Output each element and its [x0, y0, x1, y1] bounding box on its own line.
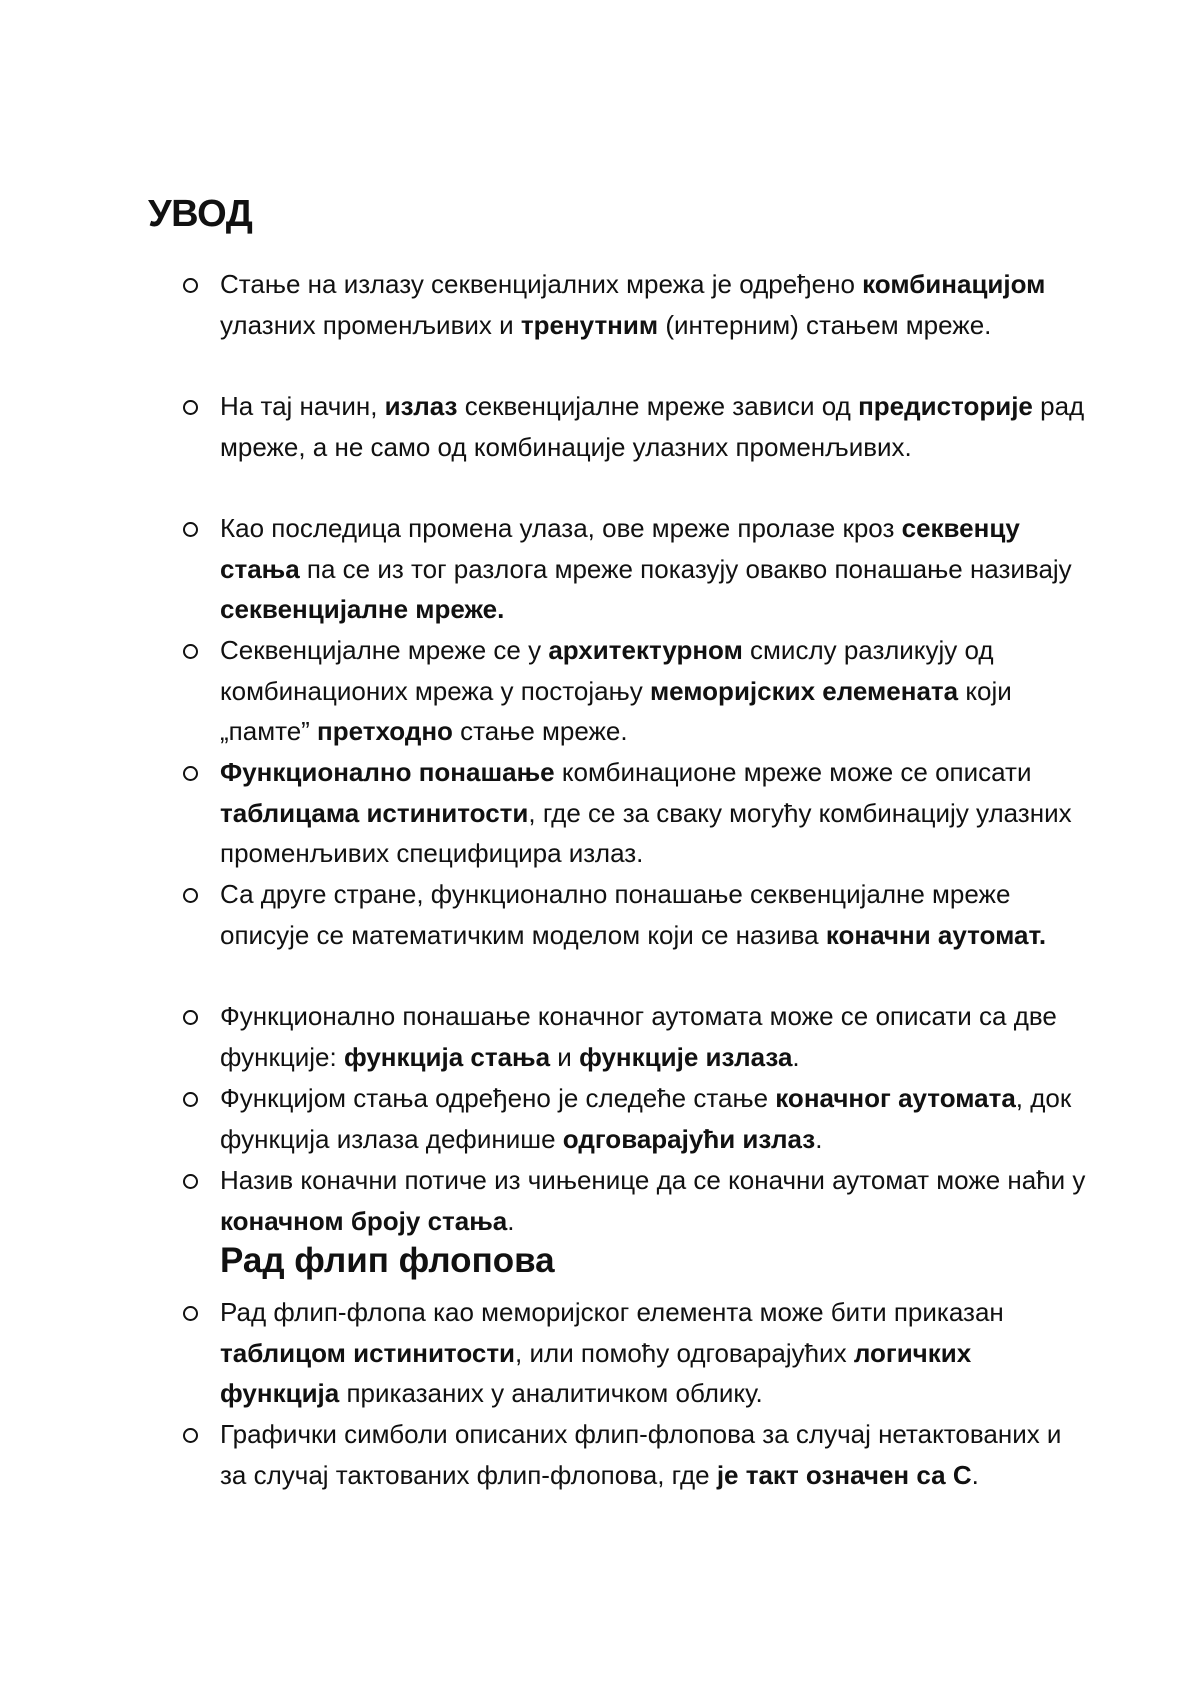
circle-bullet-icon: [183, 1174, 198, 1189]
page-title: УВОД: [148, 193, 253, 235]
text-segment: .: [815, 1123, 823, 1154]
text-segment: Функционално понашање коначног аутомата може се описати са две функције:: [220, 1001, 1057, 1072]
text-segment: (интерним) стањем мреже.: [658, 309, 992, 340]
text-segment: Графички симболи описаних флип-флопова за случај нетактованих и за случај тактованих флип-флопова, где: [220, 1419, 1062, 1490]
text-segment: .: [971, 1459, 979, 1490]
list-item-text: [220, 1414, 1090, 1495]
text-segment: Са друге стране, функционално понашање секвенцијалне мреже описује се математичким моделом који се назива: [220, 879, 1011, 950]
text-segment: смислу разликују од комбинационих мрежа у постојању: [220, 635, 994, 706]
list-item-text: [220, 386, 1090, 467]
text-segment: па се из тог разлога мреже показују овакво понашање називају: [299, 553, 1072, 584]
text-segment: стање мреже.: [452, 716, 628, 746]
bold-text-segment: комбинацијом: [862, 269, 1046, 299]
text-segment: секвенцијалне мреже зависи од: [457, 391, 859, 421]
text-segment: На тај начин,: [220, 391, 385, 421]
bold-text-segment: секвенцу стања: [220, 513, 1020, 584]
circle-bullet-icon: [183, 1428, 198, 1443]
circle-bullet-icon: [183, 1306, 198, 1321]
text-segment: Стање на излазу секвенцијалних мрежа је одређено: [220, 269, 863, 299]
text-segment: који „памте”: [220, 675, 1012, 746]
text-segment: Рад флип-флопа као меморијског елемента може бити приказан: [220, 1297, 1004, 1327]
text-segment: приказаних у аналитичком облику.: [339, 1378, 763, 1408]
bold-text-segment: секвенцијалне мреже.: [220, 594, 505, 624]
bold-text-segment: функције излаза: [579, 1041, 793, 1072]
bold-text-segment: коначног аутомата: [775, 1083, 1016, 1113]
circle-bullet-icon: [183, 766, 198, 781]
list-item-text: [220, 996, 1090, 1077]
bold-text-segment: коначном броју стања: [220, 1205, 508, 1236]
bold-text-segment: је такт означен са C: [716, 1459, 972, 1490]
text-segment: , где се за сваку могућу комбинацију улазних променљивих специфицира излаз.: [220, 797, 1072, 868]
list-item-text: [220, 630, 1090, 752]
text-segment: .: [507, 1205, 515, 1236]
bold-text-segment: тренутним: [520, 309, 659, 340]
text-segment: , док функција излаза дефинише: [220, 1083, 1072, 1154]
bold-text-segment: таблицом истинитости: [220, 1337, 516, 1368]
bold-text-segment: предисторије: [858, 391, 1033, 421]
text-segment: комбинационе мреже може се описати: [554, 757, 1032, 787]
bold-text-segment: коначни аутомат.: [825, 919, 1047, 950]
circle-bullet-icon: [183, 1010, 198, 1025]
bold-text-segment: излаз: [384, 391, 458, 421]
list-item-text: [220, 508, 1090, 630]
text-segment: Као последица промена улаза, ове мреже пролазе кроз: [220, 513, 902, 543]
text-segment: Секвенцијалне мреже се у: [220, 635, 549, 665]
bold-text-segment: одговарајући излаз: [562, 1123, 816, 1154]
list-item-text: [220, 1078, 1090, 1159]
bold-text-segment: логичких функција: [220, 1337, 972, 1408]
circle-bullet-icon: [183, 400, 198, 415]
circle-bullet-icon: [183, 1092, 198, 1107]
circle-bullet-icon: [183, 644, 198, 659]
bold-text-segment: Функционално понашање: [220, 757, 555, 787]
circle-bullet-icon: [183, 522, 198, 537]
section-heading: Рад флип флопова: [220, 1241, 555, 1280]
bold-text-segment: таблицама истинитости: [220, 797, 529, 828]
bold-text-segment: функција стања: [343, 1041, 551, 1072]
list-item-text: [220, 264, 1090, 345]
text-segment: улазних променљивих и: [220, 309, 521, 340]
text-segment: , или помоћу одговарајућих: [515, 1337, 854, 1368]
text-segment: рад мреже, а не само од комбинације улазних променљивих.: [220, 391, 1085, 462]
circle-bullet-icon: [183, 278, 198, 293]
bold-text-segment: архитектурном: [548, 635, 743, 665]
text-segment: Назив коначни потиче из чињенице да се коначни аутомат може наћи у: [220, 1165, 1086, 1195]
text-segment: Функцијом стања одређено је следеће стање: [220, 1083, 776, 1113]
text-segment: и: [550, 1041, 580, 1072]
bold-text-segment: меморијских елемената: [649, 675, 959, 706]
list-item-text: [220, 752, 1090, 874]
circle-bullet-icon: [183, 888, 198, 903]
bold-text-segment: претходно: [317, 716, 453, 746]
list-item-text: [220, 874, 1090, 955]
list-item-text: [220, 1292, 1090, 1414]
list-item-text: [220, 1160, 1090, 1241]
text-segment: .: [792, 1041, 800, 1072]
